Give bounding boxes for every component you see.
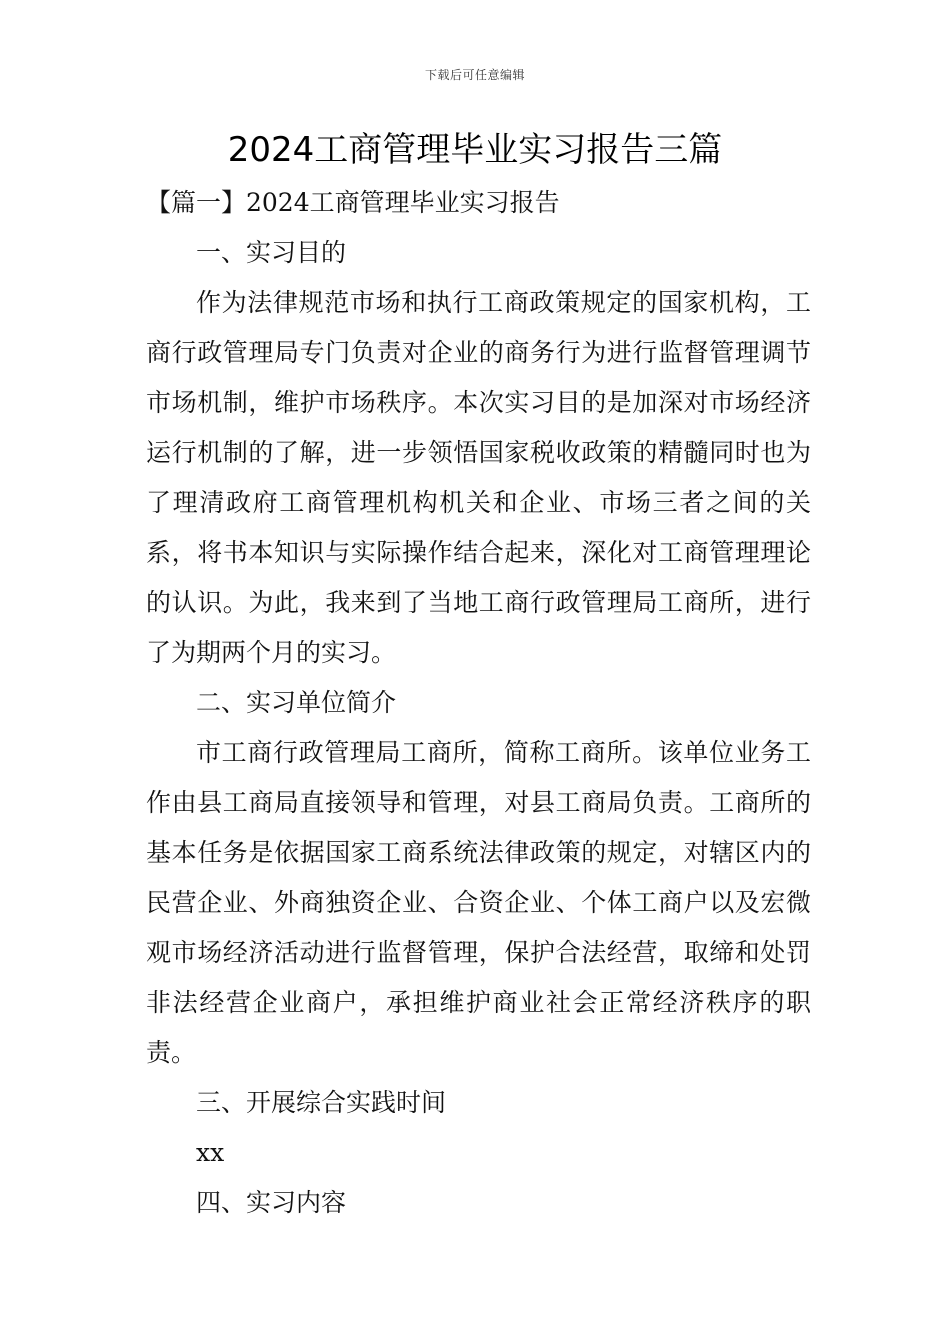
section-heading-practice-time: 三、开展综合实践时间 bbox=[196, 1088, 447, 1117]
section-body-purpose: 作为法律规范市场和执行工商政策规定的国家机构，工商行政管理局专门负责对企业的商务行为进行监督管理调节市场机制，维护市场秩序。本次实习目的是加深对市场经济运行机制的了解，进一步领悟国家税收政策的精髓同时也为了理清政府工商管理机构机关和企业、市场三者之间的关系，将书本知识与实际操作结合起来，深化对工商管理理论的认识。为此，我来到了当地工商行政管理局工商所，进行了为期两个月的实习。 bbox=[146, 288, 811, 667]
section-heading-unit-intro: 二、实习单位简介 bbox=[196, 688, 397, 717]
part-heading: 【篇一】2024工商管理毕业实习报告 bbox=[146, 188, 560, 217]
document-body bbox=[146, 178, 811, 1228]
header-note: 下载后可任意编辑 bbox=[424, 68, 525, 82]
section-body-practice-time: xx bbox=[196, 1138, 225, 1167]
section-heading-purpose: 一、实习目的 bbox=[196, 238, 347, 267]
section-heading-content: 四、实习内容 bbox=[196, 1188, 347, 1217]
document-title: 2024工商管理毕业实习报告三篇 bbox=[227, 130, 723, 170]
section-body-unit-intro: 市工商行政管理局工商所，简称工商所。该单位业务工作由县工商局直接领导和管理，对县工商局负责。工商所的基本任务是依据国家工商系统法律政策的规定，对辖区内的民营企业、外商独资企业、合资企业、个体工商户以及宏微观市场经济活动进行监督管理，保护合法经营，取缔和处罚非法经营企业商户，承担维护商业社会正常经济秩序的职责。 bbox=[146, 738, 811, 1067]
